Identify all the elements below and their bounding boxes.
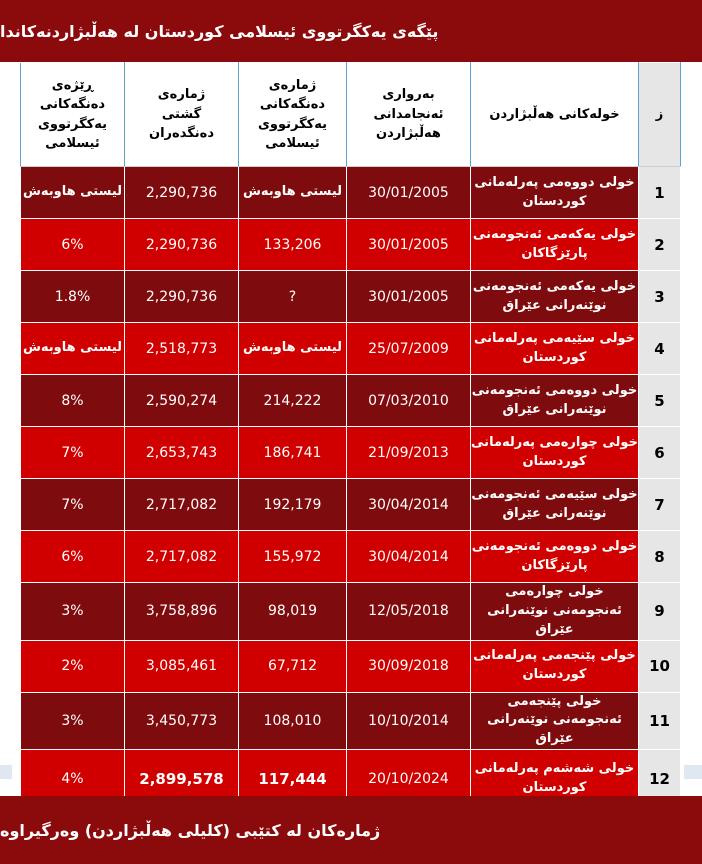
election-name-cell: خولی دووەمی پەرلەمانی کوردستان: [471, 167, 639, 219]
election-name-cell: خولی دووەمی ئەنجومەنی نوێنەرانی عێراق: [471, 375, 639, 427]
share-cell: 3%: [21, 692, 125, 750]
table-row: [21, 323, 681, 375]
date-cell: 30/01/2005: [347, 219, 471, 271]
total-votes-cell: 2,290,736: [125, 219, 239, 271]
total-votes-cell: 3,085,461: [125, 640, 239, 692]
side-decoration-right: [684, 765, 702, 779]
election-name-cell: خولی چوارەمی ئەنجومەنی نوێنەرانی عێراق: [471, 583, 639, 641]
election-name-cell: خولی پێنجەمی ئەنجومەنی نوێنەرانی عێراق: [471, 692, 639, 750]
share-cell: 8%: [21, 375, 125, 427]
date-cell: 10/10/2014: [347, 692, 471, 750]
row-index-cell: 1: [639, 167, 681, 219]
date-cell: 07/03/2010: [347, 375, 471, 427]
date-cell: 30/01/2005: [347, 271, 471, 323]
row-index-cell: 7: [639, 479, 681, 531]
row-index-cell: 2: [639, 219, 681, 271]
column-header-election: خولەکانی هەڵبژاردن: [471, 63, 639, 167]
party-votes-cell: 133,206: [239, 219, 347, 271]
row-index-cell: 9: [639, 583, 681, 641]
election-name-cell: خولی پێنجەمی پەرلەمانی کوردستان: [471, 640, 639, 692]
row-index-cell: 11: [639, 692, 681, 750]
date-cell: 12/05/2018: [347, 583, 471, 641]
date-cell: 30/04/2014: [347, 479, 471, 531]
column-header-party-votes: ژمارەی دەنگەکانی یەکگرتووی ئیسلامی: [239, 63, 347, 167]
table-header-row: [21, 63, 681, 167]
row-index-cell: 12: [639, 750, 681, 808]
total-votes-cell: 2,290,736: [125, 271, 239, 323]
party-votes-cell: 214,222: [239, 375, 347, 427]
row-index-cell: 4: [639, 323, 681, 375]
total-votes-cell: 3,450,773: [125, 692, 239, 750]
share-cell: لیستی هاوبەش: [21, 323, 125, 375]
share-cell: 7%: [21, 479, 125, 531]
table-row: [21, 219, 681, 271]
party-votes-cell: 117,444: [239, 750, 347, 808]
share-cell: 6%: [21, 219, 125, 271]
election-name-cell: خولی سێیەمی پەرلەمانی کوردستان: [471, 323, 639, 375]
side-decoration-left: [0, 765, 12, 779]
total-votes-cell: 2,717,082: [125, 479, 239, 531]
date-cell: 30/09/2018: [347, 640, 471, 692]
party-votes-cell: لیستی هاوبەش: [239, 323, 347, 375]
party-votes-cell: 98,019: [239, 583, 347, 641]
total-votes-cell: 2,717,082: [125, 531, 239, 583]
column-header-total-votes: ژمارەی گشتی دەنگدەران: [125, 63, 239, 167]
election-name-cell: خولی چوارەمی پەرلەمانی کوردستان: [471, 427, 639, 479]
party-votes-cell: ?: [239, 271, 347, 323]
table-row: [21, 167, 681, 219]
total-votes-cell: 2,290,736: [125, 167, 239, 219]
share-cell: 7%: [21, 427, 125, 479]
party-votes-cell: 108,010: [239, 692, 347, 750]
total-votes-cell: 2,590,274: [125, 375, 239, 427]
party-votes-cell: 67,712: [239, 640, 347, 692]
table-row: [21, 692, 681, 750]
row-index-cell: 8: [639, 531, 681, 583]
row-index-cell: 3: [639, 271, 681, 323]
election-results-table: [20, 62, 681, 808]
page-title: پێگەی یەکگرتووی ئیسلامی کوردستان لە هەڵبژاردنەکاندا: [0, 21, 439, 41]
election-name-cell: خولی سێیەمی ئەنجومەنی نوێنەرانی عێراق: [471, 479, 639, 531]
table-row: [21, 375, 681, 427]
row-index-cell: 10: [639, 640, 681, 692]
row-index-cell: 5: [639, 375, 681, 427]
date-cell: 30/01/2005: [347, 167, 471, 219]
total-votes-cell: 3,758,896: [125, 583, 239, 641]
total-votes-cell: 2,653,743: [125, 427, 239, 479]
party-votes-cell: 155,972: [239, 531, 347, 583]
source-note: ژمارەکان لە کتێبی (کلیلی هەڵبژاردن) وەرگیراوە: [0, 820, 381, 840]
table-row: [21, 531, 681, 583]
share-cell: لیستی هاوبەش: [21, 167, 125, 219]
date-cell: 20/10/2024: [347, 750, 471, 808]
party-votes-cell: 186,741: [239, 427, 347, 479]
share-cell: 1.8%: [21, 271, 125, 323]
table-row: [21, 583, 681, 641]
page-title-banner: [0, 0, 702, 62]
date-cell: 30/04/2014: [347, 531, 471, 583]
election-name-cell: خولی شەشەم پەرلەمانی کوردستان: [471, 750, 639, 808]
row-index-cell: 6: [639, 427, 681, 479]
table-row: [21, 271, 681, 323]
date-cell: 25/07/2009: [347, 323, 471, 375]
share-cell: 3%: [21, 583, 125, 641]
date-cell: 21/09/2013: [347, 427, 471, 479]
share-cell: 2%: [21, 640, 125, 692]
table-body: [21, 167, 681, 808]
total-votes-cell: 2,899,578: [125, 750, 239, 808]
party-votes-cell: 192,179: [239, 479, 347, 531]
share-cell: 6%: [21, 531, 125, 583]
table-row: [21, 479, 681, 531]
column-header-share: ڕێژەی دەنگەکانی یەکگرتووی ئیسلامی: [21, 63, 125, 167]
share-cell: 4%: [21, 750, 125, 808]
column-header-date: بەرواری ئەنجامدانی هەڵبژاردن: [347, 63, 471, 167]
election-name-cell: خولی دووەمی ئەنجومەنی پارێزگاکان: [471, 531, 639, 583]
total-votes-cell: 2,518,773: [125, 323, 239, 375]
source-banner: [0, 796, 702, 864]
election-name-cell: خولی یەکەمی ئەنجومەنی نوێنەرانی عێراق: [471, 271, 639, 323]
column-header-index: ز: [639, 63, 681, 167]
party-votes-cell: لیستی هاوبەش: [239, 167, 347, 219]
table-row: [21, 427, 681, 479]
table-row: [21, 640, 681, 692]
election-name-cell: خولی یەکەمی ئەنجومەنی پارێزگاکان: [471, 219, 639, 271]
